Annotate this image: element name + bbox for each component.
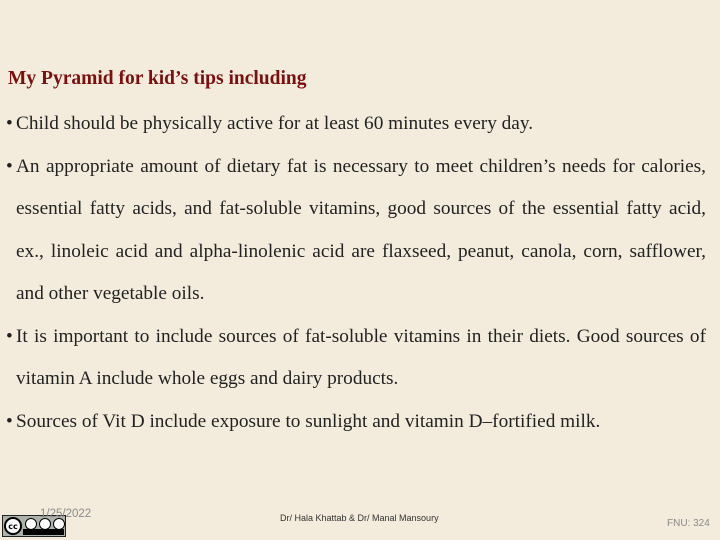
bullet-text: Sources of Vit D include exposure to sunlight and vitamin D–fortified milk. <box>16 410 601 432</box>
bullet-marker: • <box>6 410 13 432</box>
bullet-item <box>6 401 706 444</box>
bullet-text: An appropriate amount of dietary fat is necessary to meet children’s needs for calories, essential fatty acids, and fat-soluble vitamins, good sources of the essential fatty acid, ex., linoleic acid and alpha-linolenic acid are flaxseed, peanut, canola, corn, safflower, and other vegetable oils. <box>16 155 706 304</box>
bullet-list <box>6 103 706 443</box>
footer-page-number: FNU: 324 <box>667 518 710 529</box>
bullet-item <box>6 146 706 316</box>
footer-authors: Dr/ Hala Khattab & Dr/ Manal Mansoury <box>280 513 439 523</box>
bullet-marker: • <box>6 325 13 347</box>
bullet-item <box>6 103 706 146</box>
bullet-marker: • <box>6 113 13 134</box>
bullet-item <box>6 316 706 401</box>
license-strip <box>23 529 64 535</box>
bullet-marker: • <box>6 155 13 177</box>
bullet-text: Child should be physically active for at least 60 minutes every day. <box>16 113 534 134</box>
bullet-text: It is important to include sources of fat-soluble vitamins in their diets. Good sources of vitamin A include whole eggs and dairy products. <box>16 325 706 389</box>
footer-date: 1/25/2022 <box>40 508 92 520</box>
slide-heading: My Pyramid for kid’s tips including <box>8 68 307 89</box>
cc-logo-icon: cc <box>4 517 22 535</box>
